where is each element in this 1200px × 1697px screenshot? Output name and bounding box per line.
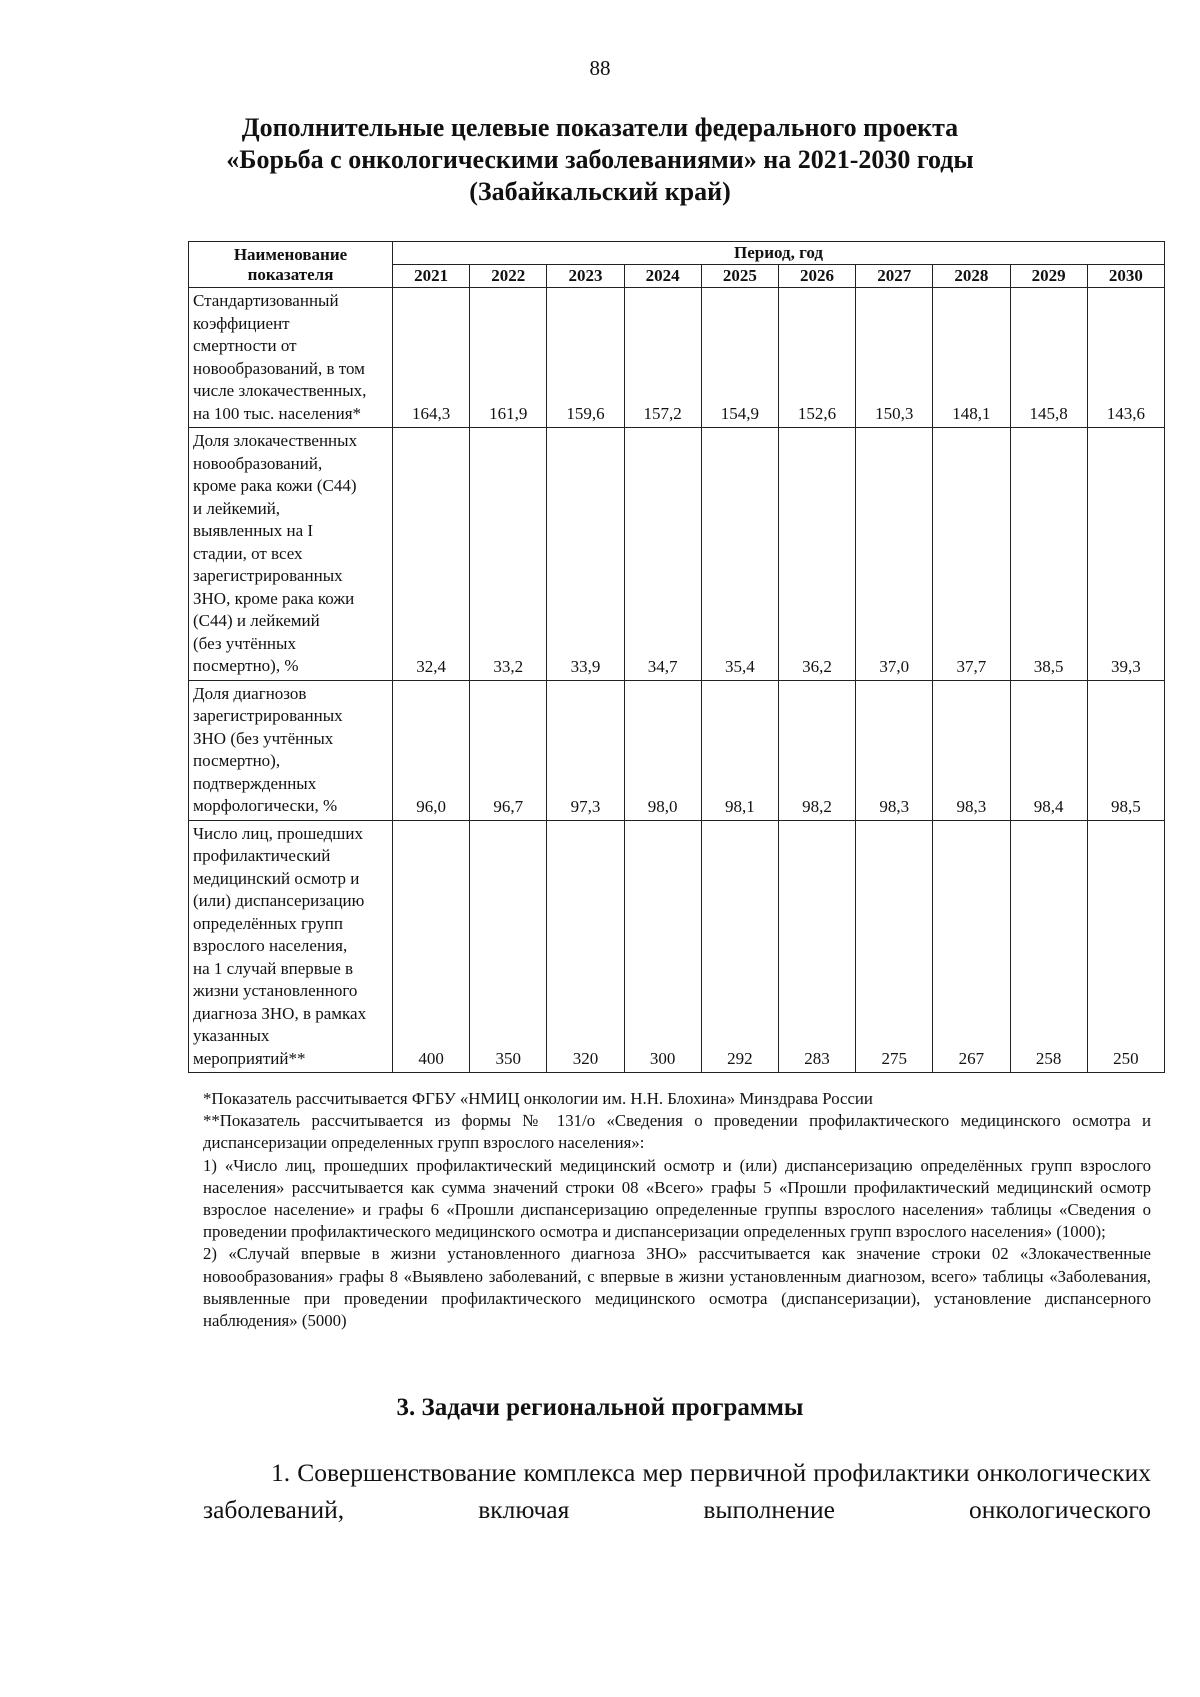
note-4: 2) «Случай впервые в жизни установленного диагноза ЗНО» рассчитывается как значение строки 02 «Злокачественные новообразования» графы 8 «Выявлено заболеваний, с впервые в жизни установленным диагнозом, всего» таблицы «Заболевания, выявленные при проведении профилактического медицинского осмотра (диспансеризации), установление диспансерного наблюдения» (5000) <box>203 1244 1151 1331</box>
indicator-label-line: посмертно), % <box>193 656 299 675</box>
value-cell: 98,1 <box>701 680 778 820</box>
document-title <box>180 112 1020 208</box>
value-cell: 320 <box>547 820 624 1073</box>
value-cell: 143,6 <box>1087 288 1164 428</box>
indicator-label-line: коэффициент <box>193 313 290 333</box>
year-header: 2021 <box>393 265 470 288</box>
indicator-label <box>189 288 393 428</box>
value-cell: 98,4 <box>1010 680 1087 820</box>
indicator-label-line: морфологически, % <box>193 796 338 815</box>
indicators-table <box>188 241 1165 1073</box>
value-cell: 292 <box>701 820 778 1073</box>
value-cell: 148,1 <box>933 288 1010 428</box>
value-cell: 258 <box>1010 820 1087 1073</box>
note-1: *Показатель рассчитывается ФГБУ «НМИЦ онкологии им. Н.Н. Блохина» Минздрава России <box>203 1089 873 1108</box>
value-cell: 250 <box>1087 820 1164 1073</box>
value-cell: 97,3 <box>547 680 624 820</box>
indicator-label-line: Стандартизованный <box>193 291 339 310</box>
indicator-label-line: взрослого населения, <box>193 936 348 955</box>
value-cell: 96,0 <box>393 680 470 820</box>
page-number: 88 <box>589 56 611 80</box>
indicator-label-line: числе злокачественных, <box>193 381 367 400</box>
title-line-2: «Борьба с онкологическими заболеваниями» на 2021-2030 годы <box>226 145 974 174</box>
value-cell: 37,0 <box>856 428 933 681</box>
indicator-label <box>189 428 393 681</box>
indicator-label-line: новообразований, <box>193 453 323 473</box>
value-cell: 275 <box>856 820 933 1073</box>
value-cell: 164,3 <box>393 288 470 428</box>
section-title: 3. Задачи региональной программы <box>396 1394 804 1421</box>
indicator-label-line: жизни установленного <box>193 981 358 1000</box>
value-cell: 33,9 <box>547 428 624 681</box>
table-row <box>189 680 1165 820</box>
indicator-label-line: ЗНО (без учтённых <box>193 728 334 748</box>
table-notes <box>203 1088 1151 1332</box>
indicator-label-line: стадии, от всех <box>193 543 303 563</box>
value-cell: 145,8 <box>1010 288 1087 428</box>
value-cell: 98,3 <box>933 680 1010 820</box>
value-cell: 39,3 <box>1087 428 1164 681</box>
title-line-3: (Забайкальский край) <box>469 177 731 206</box>
value-cell: 154,9 <box>701 288 778 428</box>
value-cell: 38,5 <box>1010 428 1087 681</box>
value-cell: 32,4 <box>393 428 470 681</box>
indicator-label-line: медицинский осмотр и <box>193 868 360 888</box>
indicator-label-line: (без учтённых <box>193 633 296 653</box>
value-cell: 98,3 <box>856 680 933 820</box>
value-cell: 98,5 <box>1087 680 1164 820</box>
value-cell: 283 <box>778 820 855 1073</box>
value-cell: 96,7 <box>470 680 547 820</box>
year-header: 2025 <box>701 265 778 288</box>
indicator-label-line: смертности от <box>193 336 297 355</box>
indicator-label-line: кроме рака кожи (С44) <box>193 476 357 495</box>
year-header: 2026 <box>778 265 855 288</box>
value-cell: 267 <box>933 820 1010 1073</box>
year-header: 2027 <box>856 265 933 288</box>
table-row <box>189 428 1165 681</box>
indicator-label-line: Доля диагнозов <box>193 683 307 703</box>
year-header: 2030 <box>1087 265 1164 288</box>
indicator-label-line: и лейкемий, <box>193 498 281 518</box>
indicator-label-line: Доля злокачественных <box>193 431 358 450</box>
indicator-label-line: посмертно), <box>193 751 281 770</box>
indicator-label-line: (или) диспансеризацию <box>193 891 365 910</box>
indicator-label-line: указанных <box>193 1026 270 1045</box>
value-cell: 159,6 <box>547 288 624 428</box>
value-cell: 98,0 <box>624 680 701 820</box>
year-header: 2028 <box>933 265 1010 288</box>
indicator-label <box>189 680 393 820</box>
year-header: 2022 <box>470 265 547 288</box>
value-cell: 37,7 <box>933 428 1010 681</box>
indicator-label-line: профилактический <box>193 846 331 865</box>
value-cell: 33,2 <box>470 428 547 681</box>
value-cell: 350 <box>470 820 547 1073</box>
header-period: Период, год <box>393 242 1165 265</box>
year-header: 2023 <box>547 265 624 288</box>
indicator-label-line: ЗНО, кроме рака кожи <box>193 588 355 608</box>
note-3: 1) «Число лиц, прошедших профилактический медицинский осмотр и (или) диспансеризацию определённых групп взрослого населения» рассчитывается как сумма значений строки 08 «Всего» графы 5 «Прошли профилактический медицинский осмотр взрослое население» и графы 6 «Прошли диспансеризацию определенные группы взрослого населения» таблицы «Сведения о проведении профилактического медицинского осмотра и диспансеризации определенных групп взрослого населения» (1000); <box>203 1155 1151 1242</box>
title-line-1: Дополнительные целевые показатели федерального проекта <box>241 113 959 142</box>
body-paragraph: 1. Совершенствование комплекса мер первичной профилактики онкологических заболеваний, включая выполнение онкологического <box>203 1458 1151 1524</box>
value-cell: 98,2 <box>778 680 855 820</box>
indicator-label-line: мероприятий** <box>193 1048 306 1068</box>
indicator-label-line: Число лиц, прошедших <box>193 823 363 843</box>
indicator-label-line: определённых групп <box>193 913 343 933</box>
value-cell: 152,6 <box>778 288 855 428</box>
value-cell: 300 <box>624 820 701 1073</box>
indicator-label-line: на 1 случай впервые в <box>193 958 354 978</box>
indicator-label-line: подтвержденных <box>193 773 317 793</box>
value-cell: 161,9 <box>470 288 547 428</box>
indicator-label-line: выявленных на I <box>193 521 314 540</box>
indicator-label-line: на 100 тыс. населения* <box>193 403 362 423</box>
indicator-label-line: новообразований, в том <box>193 358 365 378</box>
header-indicator-name: Наименование показателя <box>189 242 393 288</box>
indicator-label-line: зарегистрированных <box>193 566 343 585</box>
indicator-label-line: зарегистрированных <box>193 706 343 725</box>
year-header: 2029 <box>1010 265 1087 288</box>
indicator-label <box>189 820 393 1073</box>
value-cell: 150,3 <box>856 288 933 428</box>
value-cell: 36,2 <box>778 428 855 681</box>
note-2: **Показатель рассчитывается из формы № 131/о «Сведения о проведении профилактического медицинского осмотра и диспансеризации определенных групп взрослого населения»: <box>203 1111 1151 1153</box>
value-cell: 34,7 <box>624 428 701 681</box>
value-cell: 157,2 <box>624 288 701 428</box>
year-header: 2024 <box>624 265 701 288</box>
indicator-label-line: (С44) и лейкемий <box>193 611 320 630</box>
table-body <box>189 288 1165 1073</box>
table-row <box>189 288 1165 428</box>
indicator-label-line: диагноза ЗНО, в рамках <box>193 1003 367 1023</box>
table-row <box>189 820 1165 1073</box>
value-cell: 35,4 <box>701 428 778 681</box>
value-cell: 400 <box>393 820 470 1073</box>
